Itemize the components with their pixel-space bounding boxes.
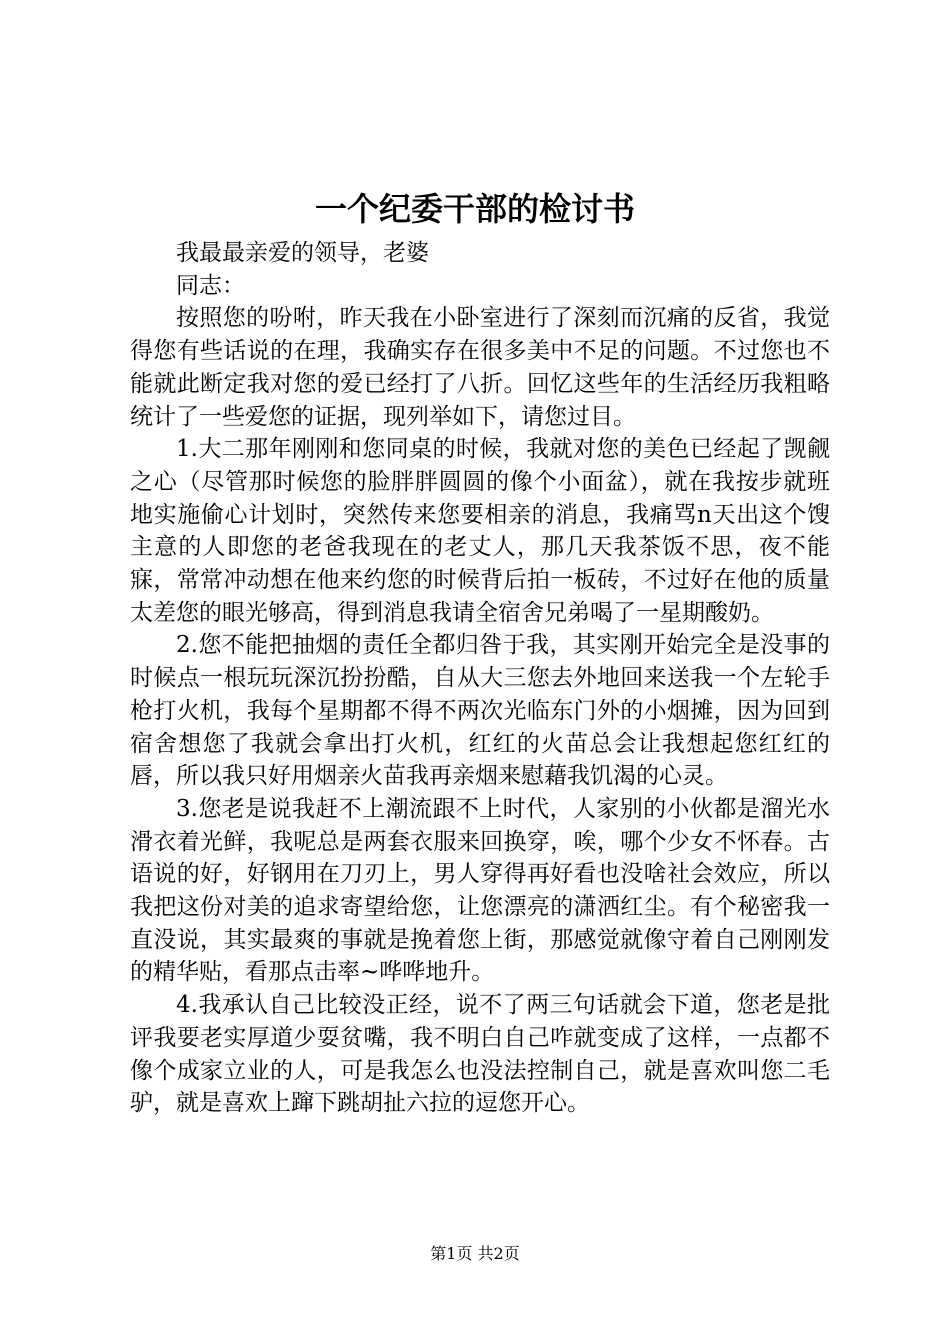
salutation-line-2: 同志： [176,272,245,299]
paragraph-intro: 按照您的吩咐，昨天我在小卧室进行了深刻而沉痛的反省，我觉得您有些话说的在理，我确实存在很多美中不足的问题。不过您也不能就此断定我对您的爱已经打了八折。回忆这些年的生活经历我粗略统计了一些爱您的证据，现列举如下，请您过目。 [130,305,830,430]
paragraph-item-2: 2.您不能把抽烟的责任全都归咎于我，其实刚开始完全是没事的时候点一根玩玩深沉扮扮酷，自从大三您去外地回来送我一个左轮手枪打火机，我每个星期都不得不两次光临东门外的小烟摊，因为回到宿舍想您了我就会拿出打火机，红红的火苗总会让我想起您红红的唇，所以我只好用烟亲火苗我再亲烟来慰藉我饥渴的心灵。 [130,632,830,790]
document-body [130,237,830,1120]
page-footer: 第1页 共2页 [430,1244,520,1263]
paragraph-item-3: 3.您老是说我赶不上潮流跟不上时代，人家别的小伙都是溜光水滑衣着光鲜，我呢总是两套衣服来回换穿，唉，哪个少女不怀春。古语说的好，好钢用在刀刃上，男人穿得再好看也没啥社会效应，所以我把这份对美的追求寄望给您，让您漂亮的潇洒红尘。有个秘密我一直没说，其实最爽的事就是挽着您上街，那感觉就像守着自己刚刚发的精华贴，看那点击率~哗哗地升。 [130,795,830,986]
salutation: 我最最亲爱的领导，老婆 [176,240,429,266]
paragraph-item-1: 1.大二那年刚刚和您同桌的时候，我就对您的美色已经起了觊觎之心（尽管那时候您的脸胖胖圆圆的像个小面盆），就在我按步就班地实施偷心计划时，突然传来您要相亲的消息，我痛骂n天出这个馊主意的人即您的老爸我现在的老丈人，那几天我茶饭不思，夜不能寐，常常冲动想在他来约您的时候背后拍一板砖，不过好在他的质量太差您的眼光够高，得到消息我请全宿舍兄弟喝了一星期酸奶。 [130,436,830,626]
paragraph-item-4: 4.我承认自己比较没正经，说不了两三句话就会下道，您老是批评我要老实厚道少耍贫嘴，我不明白自己咋就变成了这样，一点都不像个成家立业的人，可是我怎么也没法控制自己，就是喜欢叫您二毛驴，就是喜欢上蹿下跳胡扯六拉的逗您开心。 [130,992,830,1117]
page-title: 一个纪委干部的检讨书 [314,190,635,228]
